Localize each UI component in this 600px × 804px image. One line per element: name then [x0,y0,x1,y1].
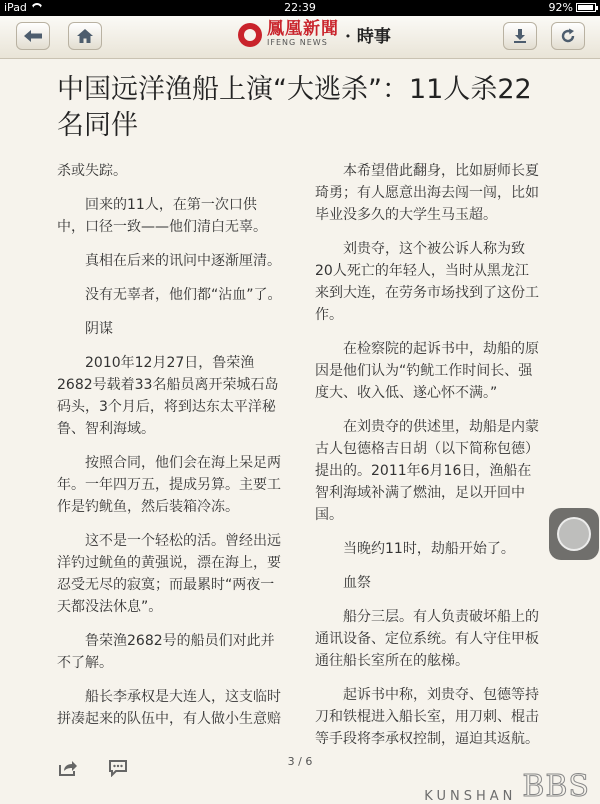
home-button[interactable] [68,22,102,50]
watermark-logo [424,769,590,804]
download-icon [512,28,528,44]
home-icon [76,28,94,44]
paragraph: 在刘贵夺的供述里，劫船是内蒙古人包德格吉日胡（以下简称包德）提出的。2011年6月16日，渔船在智利海域补满了燃油，足以开回中国。 [315,419,539,523]
brand-cn: 鳳凰新聞 [267,19,339,39]
article-column-right [315,160,540,762]
paragraph: 杀或失踪。 [57,163,127,179]
paragraph: 在检察院的起诉书中，劫船的原因是他们认为“钓鱿工作时间长、强度大、收入低、遂心怀不满。” [315,341,539,401]
paragraph: 血祭 [343,575,371,591]
paragraph: 本希望借此翻身，比如厨师长夏琦勇；有人愿意出海去闯一闯，比如毕业没多久的大学生马玉超。 [315,163,539,223]
paragraph: 阴谋 [85,321,113,337]
paragraph: 刘贵夺，这个被公诉人称为致20人死亡的年轻人，当时从黑龙江来到大连，在劳务市场找到了这份工作。 [315,241,539,323]
ifeng-logo [238,21,391,48]
download-button[interactable] [503,22,537,50]
paragraph: 鲁荣渔2682号的船员们对此并不了解。 [57,633,275,671]
brand-en: IFENG NEWS [267,38,328,47]
refresh-icon [559,27,577,45]
page-indicator: 3 / 6 [287,755,313,768]
watermark-big: BBS [522,769,590,804]
nav-bar [0,16,600,59]
paragraph: 2010年12月27日，鲁荣渔2682号载着33名船员离开荣城石岛码头，3个月后，将到达东太平洋秘鲁、智利海域。 [57,355,279,437]
device-name: iPad [4,1,27,14]
back-button[interactable] [16,22,50,50]
status-time: 22:39 [284,1,316,14]
section-title: · 時事 [345,27,391,47]
paragraph: 船分三层。有人负责破坏船上的通讯设备、定位系统。有人守住甲板通往船长室所在的舷梯。 [315,609,539,669]
article-title: 中国远洋渔船上演“大逃杀”：11人杀22名同伴 [57,74,532,141]
status-right [549,1,596,14]
paragraph: 回来的11人，在第一次口供中，口径一致——他们清白无辜。 [57,197,267,235]
refresh-button[interactable] [551,22,585,50]
back-arrow-icon [23,29,43,43]
battery-icon [576,3,596,12]
battery-percent: 92% [548,1,573,14]
phoenix-logo-icon [238,23,262,47]
article-column-left [57,160,282,742]
paragraph: 没有无辜者，他们都“沾血”了。 [85,287,282,303]
paragraph: 当晚约11时，劫船开始了。 [343,541,515,557]
assistive-touch-icon [557,517,591,551]
footer-toolbar [0,745,600,804]
paragraph: 这不是一个轻松的活。曾经出远洋钓过鱿鱼的黄强说，漂在海上，要忍受无尽的寂寞；而最累时“两夜一天都没法休息”。 [57,533,281,615]
paragraph: 按照合同，他们会在海上呆足两年。一年四万五，提成另算。主要工作是钓鱿鱼，然后装箱冷冻。 [57,455,281,515]
paragraph: 船长李承权是大连人，这支临时拼凑起来的队伍中，有人做小生意赔 [57,689,281,727]
paragraph: 真相在后来的讯问中逐渐厘清。 [85,253,281,269]
battery-fill [578,5,593,10]
status-bar [0,0,600,16]
assistive-touch-button[interactable] [549,508,599,560]
watermark-small: KUNSHAN [424,789,517,804]
paragraph: 起诉书中称，刘贵夺、包德等持刀和铁棍进入船长室，用刀刺、棍击等手段将李承权控制，逼迫其返航。 [315,687,539,747]
brand-text [267,21,339,48]
